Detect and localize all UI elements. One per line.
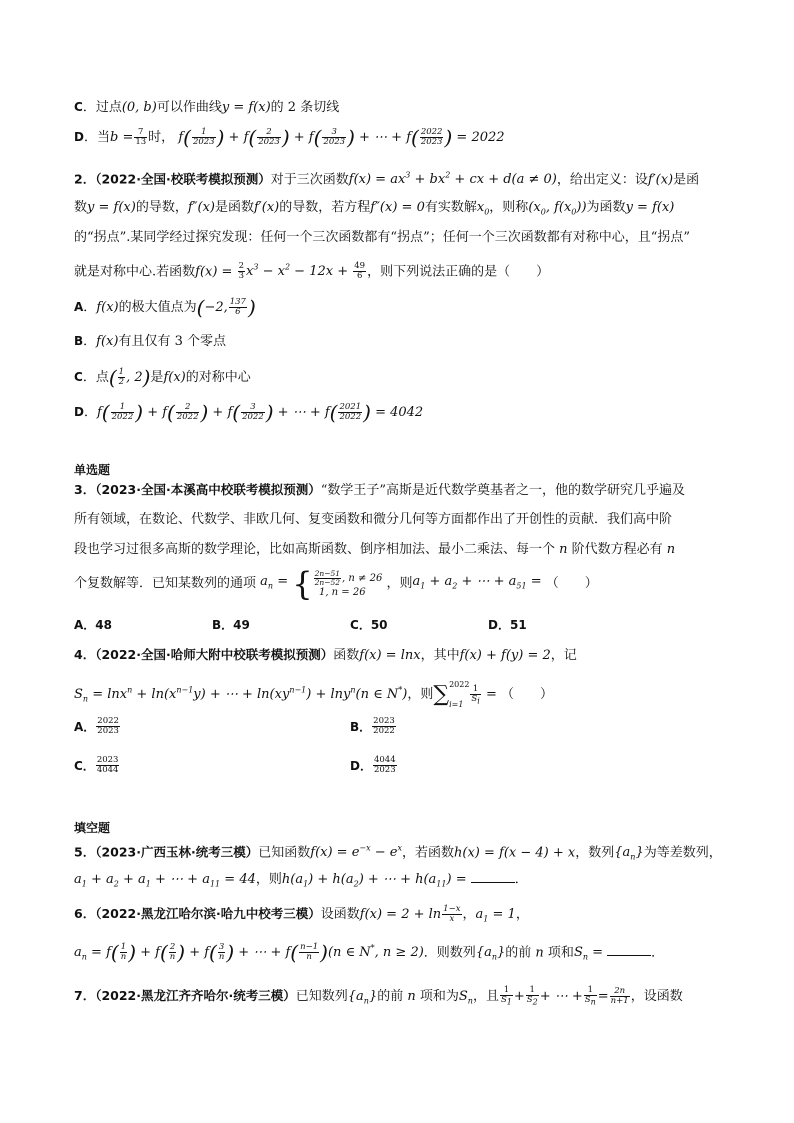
q5-answer-blank[interactable] [471, 870, 515, 883]
q7-line-1: 7．（2022·黑龙江齐齐哈尔·统考三模）已知数列$\{a_n\}$的前 n 项和为$S_n$，且 $\frac{1}{S_1}$ + $\frac{1}{S_2}$ + ⋯ + $\frac{1}{S_n}$ = $\frac{2n}{n+1}$ ，设函数 [74, 985, 683, 1007]
q1-option-d: D．当b = $\frac{7}{13}$ 时， f( $\frac{1}{2023}$ ) + f( $\frac{2}{2023}$ ) + f( $\frac{3}{2023}$ ) + ⋯ + f( $\frac{2022}{2023}$ ) = 2022 [74, 125, 505, 150]
q3-line-1: 3．（2023·全国·本溪高中校联考模拟预测）“数学王子”高斯是近代数学奠基者之一，他的数学研究几乎遍及 [74, 482, 686, 498]
q4-line-1: 4．（2022·全国·哈师大附中校联考模拟预测）函数f(x) = lnx，其中f(x) + f(y) = 2，记 [74, 647, 577, 663]
section-fill-blank: 填空题 [74, 821, 111, 835]
q3-line-4: 个复数解等．已知某数列的通项 $a_n$ = { $\frac{2n-51}{2n-52}$ , n ≠ 26 1, n = 26 ，则$a_1 + a_2$ + ⋯ + $a_{51}$ = （ ） [74, 565, 598, 603]
q2-line-2: 数y = f(x)的导数，f″(x)是函数f′(x)的导数，若方程f″(x) = 0有实数解$x_0$，则称($x_0$, $f(x_0)$)为函数y = f(x) [74, 200, 675, 217]
q4-line-2: $S_n = \ln x^n + \ln(x^{n-1}y)$ + ⋯ + $\ln(xy^{n-1}) + \ln y^n(n$ ∈ N*)，则∑ 2022 i=1 $\frac{1}{S_i}$ = （ ） [74, 680, 553, 709]
q3-option-a: A．48 [74, 618, 112, 632]
q3-line-2: 所有领域，在数论、代数学、非欧几何、复变函数和微分几何等方面都作出了开创性的贡献．我们高中阶 [74, 512, 673, 527]
q5-line-2: $a_1 + a_2 + a_1$ + ⋯ + $a_{11} = 44$，则$h(a_1) + h(a_2)$ + ⋯ + $h(a_{11})$ = ． [74, 872, 528, 889]
q2-line-4: 就是对称中心.若函数f(x) = $\frac{2}{3}$ $x^3 - x^2 - 12x$ + $\frac{49}{6}$ ，则下列说法正确的是（ ） [74, 261, 550, 282]
q2-option-a: A．f(x)的极大值点为(−2, $\frac{137}{6}$ ) [74, 295, 256, 320]
q5-line-1: 5．（2023·广西玉林·统考三模）已知函数$f(x) = e^{-x} - e^x$，若函数h(x) = f(x − 4) + x，数列$\{a_n\}$为等差数列， [74, 844, 722, 862]
q4-option-c: C． $\frac{2023}{4044}$ [74, 755, 119, 775]
q6-line-1: 6．（2022·黑龙江哈尔滨·哈九中校考三模）设函数f(x) = 2 + ln $\frac{1-x}{x}$ ，$a_1 = 1$， [74, 904, 529, 924]
q2-line-1: 2．（2022·全国·校联考模拟预测）对于三次函数$f(x) = ax^3 + bx^2$ + cx + d(a ≠ 0)，给出定义：设f′(x)是函 [74, 171, 700, 188]
q3-option-c: C．50 [350, 618, 388, 632]
q3-line-3: 段也学习过很多高斯的数学理论，比如高斯函数、倒序相加法、最小二乘法、每一个 n 阶代数方程必有 n [74, 542, 676, 557]
q2-line-3: 的“拐点”.某同学经过探究发现：任何一个三次函数都有“拐点”；任何一个三次函数都有对称中心，且“拐点” [74, 230, 691, 245]
q2-option-b: B．f(x)有且仅有 3 个零点 [74, 334, 227, 349]
q3-option-d: D．51 [488, 618, 527, 632]
q3-option-b: B．49 [212, 618, 250, 632]
q2-option-c: C．点( $\frac{1}{2}$ , 2)是f(x)的对称中心 [74, 365, 251, 390]
section-single-choice: 单选题 [74, 463, 111, 477]
q6-line-2: $a_n = f$( $\frac{1}{n}$ ) + f( $\frac{2}{n}$ ) + f( $\frac{3}{n}$ ) + ⋯ + f( $\frac{n-1}{n}$ )(n ∈ N*, n ≥ 2)．则数列$\{a_n\}$的前 n 项和$S_n$ = ． [74, 940, 665, 965]
q4-option-b: B． $\frac{2023}{2022}$ [350, 716, 395, 736]
q4-option-a: A． $\frac{2022}{2023}$ [74, 716, 119, 736]
q6-answer-blank[interactable] [607, 943, 651, 956]
q2-option-d: D．f( $\frac{1}{2022}$ ) + f( $\frac{2}{2022}$ ) + f( $\frac{3}{2022}$ ) + ⋯ + f( $\frac{2021}{2022}$ ) = 4042 [74, 400, 424, 425]
q1-option-c: C．过点(0, b)可以作曲线y = f(x)的 2 条切线 [74, 100, 340, 115]
q4-option-d: D． $\frac{4044}{2023}$ [350, 755, 396, 775]
